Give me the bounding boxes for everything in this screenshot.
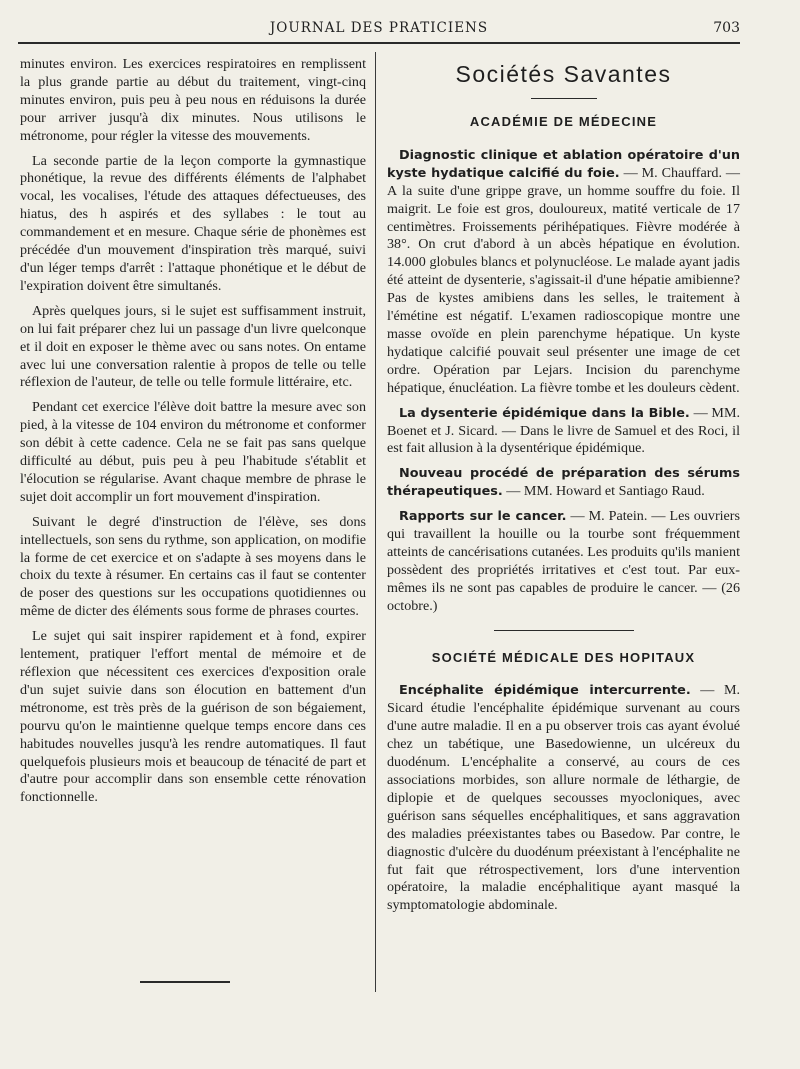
column-divider xyxy=(375,52,376,992)
paragraph: minutes environ. Les exercices respiratoires en remplissent la plus grande partie au début du traitement, vingt-cinq minutes environ, puis peu à peu nous en réduisons la durée pour arriver jusqu'à dix minutes. Nous utilisons le métronome, pour régler la vitesse des mouvements. xyxy=(20,56,366,144)
paragraph: La seconde partie de la leçon comporte la gymnastique phonétique, la revue des différents éléments de l'alphabet vocal, les vocalises, l'étude des attaques défectueuses, des hiatus, des h aspirés et des syllabes : le tout au commandement et en mesure. Chaque série de phonèmes est précédée d'un mouvement d'inspiration très marqué, suivi d'un léger temps d'arrêt : l'attaque phonétique et le début de l'expiration doivent être simultanés. xyxy=(20,152,366,294)
article xyxy=(387,405,740,459)
paragraph: Le sujet qui sait inspirer rapidement et à fond, expirer lentement, pratiquer l'effort mental de mémoire et de réflexion que nécessitent ces exercices d'exposition orale d'un sujet suivie dans son élocution en battement d'un métronome, est très près de la guérison de son bégaiement, pourvu qu'on le maintienne quelque temps encore dans ces habitudes nouvelles jusqu'à les rendre automatiques. Il faut quelquefois plusieurs mois et beaucoup de ténacité de part et d'autre pour accomplir dans son ensemble cette rénovation fonctionnelle. xyxy=(20,628,366,806)
article xyxy=(387,147,740,398)
section-end-rule xyxy=(494,630,634,631)
article-title: Rapports sur le cancer. xyxy=(399,509,567,525)
paragraph: Pendant cet exercice l'élève doit battre la mesure avec son pied, à la vitesse de 104 environ du métronome et conformer son débit à cette cadence. Cela ne se fait pas sans quelque difficulté au début, puis peu à peu l'habitude s'établit et l'élocution se régularise. Avant chaque membre de phrase le sujet doit accomplir un fort mouvement d'inspiration. xyxy=(20,399,366,505)
paragraph: Suivant le degré d'instruction de l'élève, ses dons intellectuels, son sens du rythme, son application, on modifie la forme de cet exercice et on s'adapte à ses moyens dans le choix du texte à résumer. En certains cas il faut se contenter de poser des questions sur les occupations quotidiennes ou même de dicter des éléments sous forme de phrases courtes. xyxy=(20,513,366,620)
page-header xyxy=(18,18,740,40)
article-body: — M. Sicard étudie l'encéphalite épidémique survenant au cours d'une autre maladie. Il en a pu observer trois cas ayant évolué chez un tabétique, une Basedowienne, un ulcéreux du duodénum. L'encéphalite a conservé, au cours de ces associations morbides, son allure normale de léthargie, de diplopie et de quelques secousses myocloniques, avec guérison sans séquelles encéphalitiques, et sans aggravation des maladies préexistantes tabes ou Basedow. Par contre, le diagnostic d'ulcère du duodénum préexistant à l'encéphalite ne fut fait que rétrospectivement, lors d'une intervention opératoire, la maladie encéphalitique ayant masqué la symptomatologie abdominale. xyxy=(387,682,740,914)
title-rule xyxy=(531,98,597,99)
article-title: Encéphalite épidémique intercurrente. xyxy=(399,683,691,699)
article-body: — MM. Boenet et J. Sicard. — Dans le livre de Samuel et des Roci, il est fait allusion à la dysentérique épidémique. xyxy=(387,404,740,457)
right-column xyxy=(387,56,740,922)
article-title: Nouveau procédé de préparation des sérums thérapeutiques. xyxy=(387,466,740,500)
left-column xyxy=(20,56,366,814)
end-rule-left xyxy=(140,981,230,983)
section-title-academie: ACADÉMIE DE MÉDECINE xyxy=(469,114,658,129)
article xyxy=(387,508,740,615)
paragraph: Après quelques jours, si le sujet est suffisamment instruit, on lui fait préparer chez lui un passage d'un livre quelconque et il doit en exposer le thème avec ou sans notes. On entame avec lui une conversation ralentie à propos de telle ou telle réflexion de l'auteur, de telle ou telle formule littéraire, etc. xyxy=(20,302,366,391)
article xyxy=(387,682,740,915)
section-title-hopitaux: SOCIÉTÉ MÉDICALE DES HOPITAUX xyxy=(431,649,696,665)
article-title: Diagnostic clinique et ablation opératoire d'un kyste hydatique calcifié du foie. xyxy=(387,147,740,181)
article-body: — MM. Howard et Santiago Raud. xyxy=(506,483,705,500)
article-title: La dysenterie épidémique dans la Bible. xyxy=(399,405,690,421)
header-rule xyxy=(18,42,740,44)
article-body: A la suite d'une grippe grave, un homme souffre du foie. Il maigrit. Le foie est gros, douloureux, matité verticale de 17 centimètres. Froissements périhépatiques. Fièvre modérée à 38°. On crut d'abord à un abcès hépatique en évolution. 14.000 globules blancs et polynucléose. Le malade ayant jadis été atteint de dysenterie, s'agissait-il d'une hépatie amibienne? Pas de kystes amibiens dans les selles, le traitement à l'émétine est négatif. L'examen radioscopique montre une masse ovoïde en plein parenchyme hépatique. Un kyste hydatique calcifié pouvait seul présenter une image de cet ordre. Opération par Lejars. Incision du parenchyme hépatique, énucléation. La fièvre tombe et les douleurs cèdent. xyxy=(387,182,740,396)
page-number: 703 xyxy=(713,20,740,36)
section-main-title: Sociétés Savantes xyxy=(455,61,672,87)
article xyxy=(387,465,740,501)
article-body: — M. Patein. — Les ouvriers qui travaillent la houille ou la tourbe sont fréquemment atteints de cancérisations cutanées. Les produits qu'ils manient possèdent des propriétés irritatives et c'est tout. Par eux-mêmes ils ne sont pas capables de produire le cancer. — (26 octobre.) xyxy=(387,508,740,614)
journal-title: JOURNAL DES PRATICIENS xyxy=(269,20,489,36)
article-author: — M. Chauffard. — xyxy=(623,164,740,181)
